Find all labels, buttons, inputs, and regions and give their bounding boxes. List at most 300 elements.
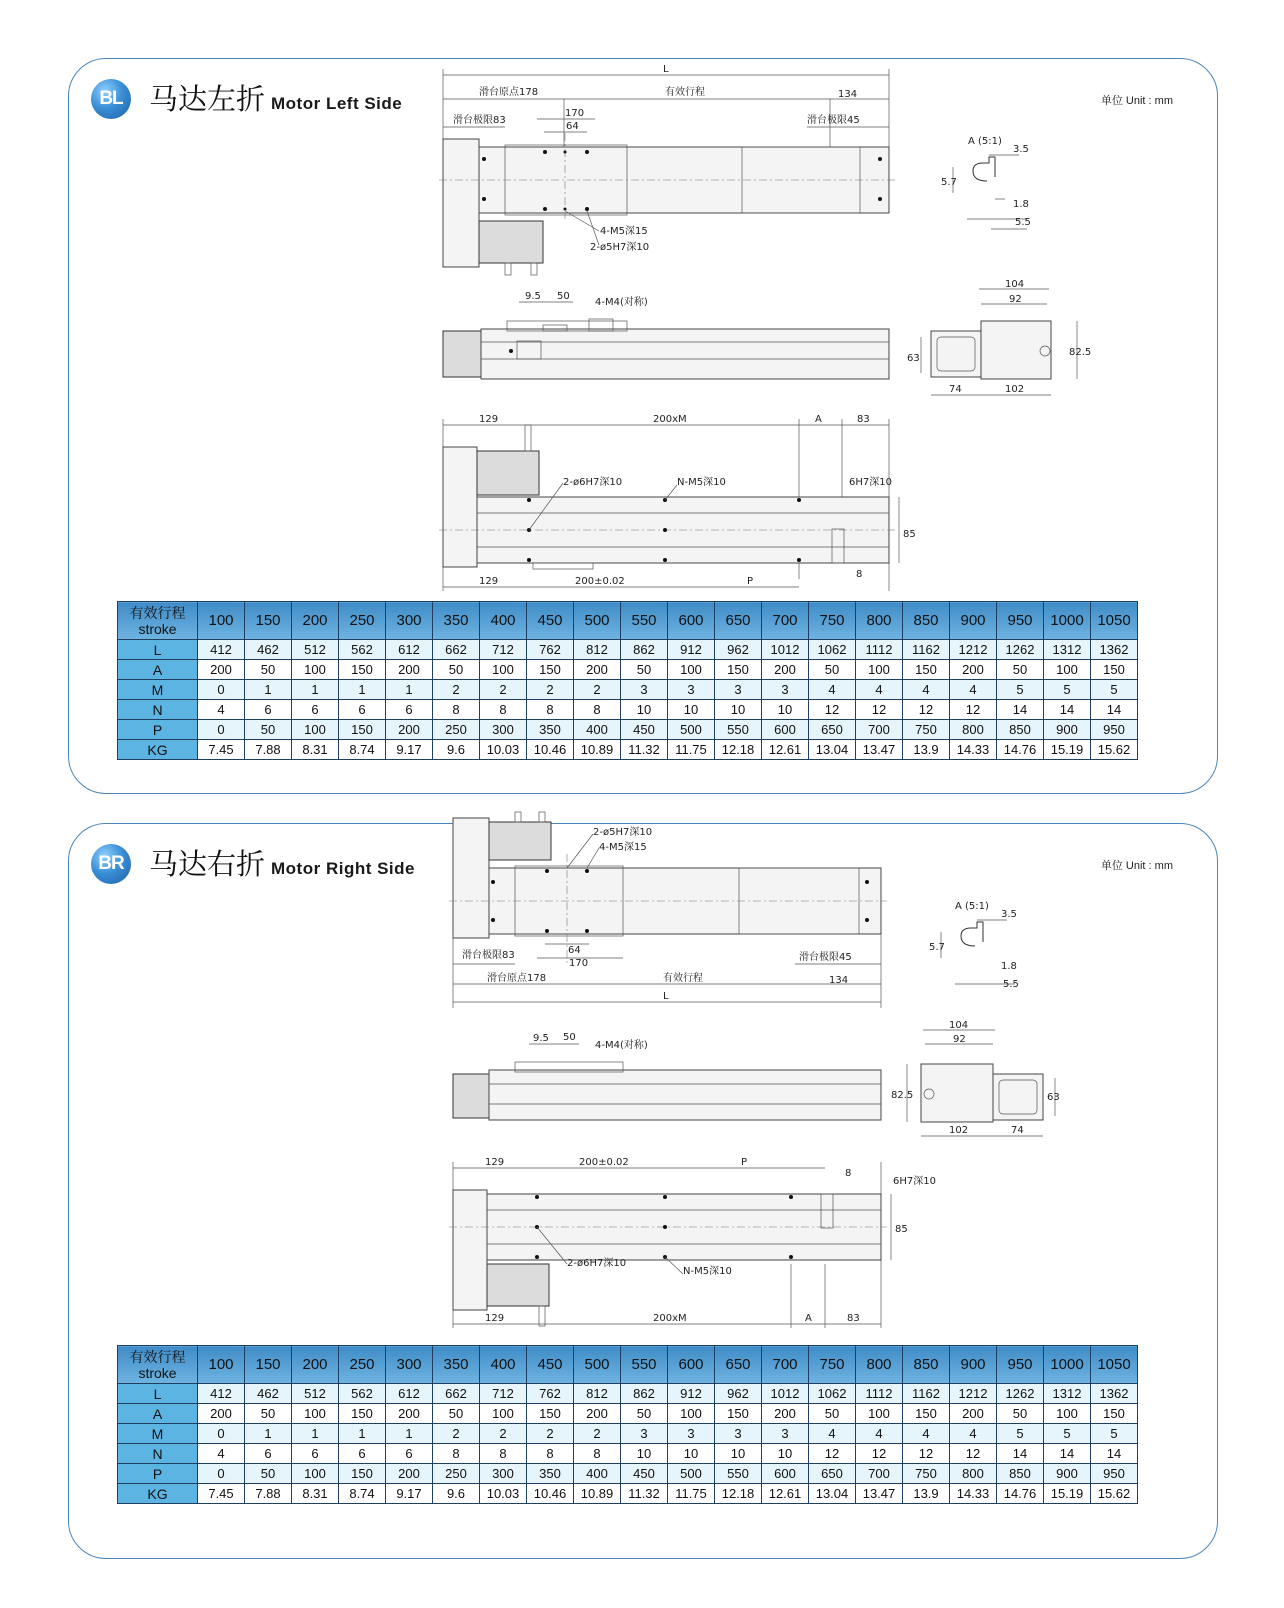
- stroke-value-cell: 600: [668, 1346, 715, 1384]
- row-label: M: [118, 680, 198, 700]
- table-cell: 13.04: [809, 1484, 856, 1504]
- stroke-value-cell: 900: [950, 1346, 997, 1384]
- dim-effective-stroke: 有效行程: [665, 87, 705, 98]
- bottom-view: [439, 414, 916, 591]
- table-cell: 50: [245, 660, 292, 680]
- table-cell: 450: [621, 720, 668, 740]
- stroke-value-cell: 1050: [1091, 602, 1138, 640]
- spec-row-l: [118, 640, 1138, 660]
- table-cell: 13.04: [809, 740, 856, 760]
- callout-nm5: N-M5深10: [683, 1266, 732, 1277]
- table-cell: 12: [903, 1444, 950, 1464]
- table-cell: 9.6: [433, 740, 480, 760]
- end-view: [907, 279, 1091, 395]
- dim-129: 129: [485, 1157, 505, 1168]
- table-cell: 14.33: [950, 740, 997, 760]
- spec-table-body: [118, 602, 1138, 760]
- table-cell: 8: [433, 700, 480, 720]
- table-cell: 4: [809, 680, 856, 700]
- table-cell: 712: [480, 1384, 527, 1404]
- table-cell: 100: [668, 1404, 715, 1424]
- table-cell: 15.62: [1091, 740, 1138, 760]
- dim-170: 170: [565, 108, 585, 119]
- row-label: N: [118, 1444, 198, 1464]
- section-badge: BL: [91, 79, 131, 119]
- table-cell: 3: [621, 1424, 668, 1444]
- table-cell: 8: [574, 700, 621, 720]
- table-cell: 0: [198, 1464, 245, 1484]
- table-cell: 50: [245, 720, 292, 740]
- dim-74: 74: [1011, 1125, 1024, 1136]
- table-cell: 12.18: [715, 740, 762, 760]
- table-cell: 50: [621, 1404, 668, 1424]
- dim-63: 63: [1047, 1092, 1060, 1103]
- table-cell: 14: [1044, 1444, 1091, 1464]
- table-cell: 1012: [762, 640, 809, 660]
- callout-pin5: 2-ø5H7深10: [593, 827, 653, 838]
- table-cell: 8.74: [339, 740, 386, 760]
- dim-92: 92: [1009, 294, 1022, 305]
- stroke-value-cell: 400: [480, 602, 527, 640]
- table-cell: 612: [386, 640, 433, 660]
- spec-row-n: [118, 1444, 1138, 1464]
- table-cell: 962: [715, 1384, 762, 1404]
- table-cell: 150: [1091, 660, 1138, 680]
- table-cell: 11.75: [668, 1484, 715, 1504]
- table-cell: 2: [480, 1424, 527, 1444]
- callout-m4: 4-M4(对称): [595, 1040, 648, 1051]
- table-cell: 10: [668, 1444, 715, 1464]
- table-cell: 14: [1091, 700, 1138, 720]
- row-label: P: [118, 1464, 198, 1484]
- spec-row-kg: [118, 1484, 1138, 1504]
- side-view: [443, 291, 889, 379]
- stroke-value-cell: 450: [527, 602, 574, 640]
- dim-8: 8: [845, 1168, 852, 1179]
- row-label: M: [118, 1424, 198, 1444]
- table-cell: 1212: [950, 640, 997, 660]
- table-cell: 5: [1044, 1424, 1091, 1444]
- table-cell: 50: [245, 1464, 292, 1484]
- table-cell: 500: [668, 720, 715, 740]
- dim-129: 129: [479, 414, 499, 425]
- table-cell: 200: [386, 720, 433, 740]
- table-cell: 7.45: [198, 740, 245, 760]
- table-cell: 1312: [1044, 1384, 1091, 1404]
- row-label: A: [118, 1404, 198, 1424]
- table-cell: 6: [339, 700, 386, 720]
- dim-slide-limit-45: 滑台极限45: [807, 115, 860, 126]
- table-cell: 3: [621, 680, 668, 700]
- stroke-value-cell: 300: [386, 602, 433, 640]
- table-cell: 150: [339, 1464, 386, 1484]
- table-cell: 8: [480, 1444, 527, 1464]
- dim-102: 102: [1005, 384, 1025, 395]
- dim-5.5: 5.5: [1015, 217, 1031, 228]
- table-cell: 150: [903, 660, 950, 680]
- table-cell: 600: [762, 720, 809, 740]
- table-cell: 10.46: [527, 740, 574, 760]
- dim-74: 74: [949, 384, 962, 395]
- stroke-value-cell: 800: [856, 602, 903, 640]
- table-cell: 3: [762, 1424, 809, 1444]
- table-cell: 12: [950, 1444, 997, 1464]
- table-cell: 150: [715, 1404, 762, 1424]
- table-cell: 200: [574, 1404, 621, 1424]
- table-cell: 10: [668, 700, 715, 720]
- dim-63: 63: [907, 353, 920, 364]
- table-cell: 50: [621, 660, 668, 680]
- table-cell: 750: [903, 720, 950, 740]
- table-cell: 7.45: [198, 1484, 245, 1504]
- stroke-value-cell: 300: [386, 1346, 433, 1384]
- table-cell: 1112: [856, 1384, 903, 1404]
- detail-a: [941, 136, 1031, 229]
- table-cell: 10: [762, 700, 809, 720]
- table-cell: 14.76: [997, 740, 1044, 760]
- table-cell: 0: [198, 1424, 245, 1444]
- table-cell: 400: [574, 1464, 621, 1484]
- table-cell: 462: [245, 640, 292, 660]
- table-cell: 8: [433, 1444, 480, 1464]
- table-cell: 9.17: [386, 740, 433, 760]
- table-cell: 1: [386, 680, 433, 700]
- dim-1.8: 1.8: [1001, 961, 1017, 972]
- table-cell: 850: [997, 720, 1044, 740]
- table-cell: 12: [809, 1444, 856, 1464]
- table-cell: 100: [668, 660, 715, 680]
- table-cell: 1: [245, 680, 292, 700]
- dim-170: 170: [569, 958, 589, 969]
- stroke-value-cell: 1050: [1091, 1346, 1138, 1384]
- table-cell: 8: [527, 700, 574, 720]
- table-cell: 862: [621, 1384, 668, 1404]
- dim-slide-limit-83: 滑台极限83: [453, 115, 506, 126]
- dim-82.5: 82.5: [891, 1090, 914, 1101]
- spec-row-a: [118, 1404, 1138, 1424]
- table-cell: 1162: [903, 1384, 950, 1404]
- title-english: Motor Left Side: [271, 94, 403, 113]
- table-cell: 10.03: [480, 1484, 527, 1504]
- table-cell: 12.61: [762, 1484, 809, 1504]
- table-cell: 150: [1091, 1404, 1138, 1424]
- table-cell: 750: [903, 1464, 950, 1484]
- table-cell: 2: [433, 680, 480, 700]
- table-cell: 12: [903, 700, 950, 720]
- table-cell: 2: [527, 680, 574, 700]
- table-cell: 3: [715, 680, 762, 700]
- table-cell: 6: [292, 700, 339, 720]
- title-english: Motor Right Side: [271, 859, 415, 878]
- stroke-header-en: stroke: [138, 1364, 177, 1381]
- row-label: L: [118, 1384, 198, 1404]
- table-cell: 1212: [950, 1384, 997, 1404]
- dim-slide-limit-83: 滑台极限83: [462, 950, 515, 961]
- dim-92: 92: [953, 1034, 966, 1045]
- callout-h6: 6H7深10: [893, 1176, 936, 1187]
- table-cell: 100: [480, 1404, 527, 1424]
- stroke-header-en: stroke: [138, 620, 177, 637]
- table-cell: 550: [715, 1464, 762, 1484]
- table-cell: 1162: [903, 640, 950, 660]
- table-cell: 4: [856, 1424, 903, 1444]
- table-cell: 1: [339, 680, 386, 700]
- dim-85: 85: [903, 529, 916, 540]
- table-cell: 200: [950, 660, 997, 680]
- table-cell: 600: [762, 1464, 809, 1484]
- table-cell: 662: [433, 1384, 480, 1404]
- table-cell: 150: [527, 660, 574, 680]
- dim-L: L: [663, 991, 669, 1002]
- spec-table: [117, 601, 1138, 760]
- dim-129-bottom: 129: [485, 1313, 505, 1324]
- dim-50: 50: [557, 291, 570, 302]
- table-cell: 1: [339, 1424, 386, 1444]
- spec-row-l: [118, 1384, 1138, 1404]
- table-cell: 300: [480, 1464, 527, 1484]
- table-cell: 550: [715, 720, 762, 740]
- table-cell: 5: [1091, 1424, 1138, 1444]
- table-cell: 0: [198, 680, 245, 700]
- table-cell: 50: [809, 660, 856, 680]
- table-cell: 4: [809, 1424, 856, 1444]
- table-cell: 2: [574, 1424, 621, 1444]
- table-cell: 200: [386, 1464, 433, 1484]
- table-cell: 2: [433, 1424, 480, 1444]
- table-cell: 14.76: [997, 1484, 1044, 1504]
- spec-row-p: [118, 1464, 1138, 1484]
- table-cell: 100: [1044, 660, 1091, 680]
- table-cell: 50: [433, 660, 480, 680]
- table-cell: 250: [433, 1464, 480, 1484]
- table-cell: 12: [856, 1444, 903, 1464]
- table-cell: 15.19: [1044, 1484, 1091, 1504]
- table-cell: 12.18: [715, 1484, 762, 1504]
- stroke-value-cell: 150: [245, 602, 292, 640]
- table-cell: 950: [1091, 720, 1138, 740]
- technical-drawing-br: [69, 824, 1219, 1344]
- table-cell: 662: [433, 640, 480, 660]
- table-cell: 450: [621, 1464, 668, 1484]
- stroke-value-cell: 850: [903, 1346, 950, 1384]
- stroke-value-cell: 500: [574, 602, 621, 640]
- stroke-value-cell: 700: [762, 1346, 809, 1384]
- table-cell: 15.62: [1091, 1484, 1138, 1504]
- table-cell: 14: [1044, 700, 1091, 720]
- table-cell: 100: [292, 720, 339, 740]
- dim-P: P: [747, 576, 754, 587]
- stroke-value-cell: 250: [339, 1346, 386, 1384]
- dim-P: P: [741, 1157, 748, 1168]
- table-cell: 200: [762, 660, 809, 680]
- dim-102: 102: [949, 1125, 969, 1136]
- spec-row-kg: [118, 740, 1138, 760]
- table-cell: 4: [856, 680, 903, 700]
- table-cell: 13.47: [856, 1484, 903, 1504]
- table-cell: 10: [621, 700, 668, 720]
- stroke-value-cell: 850: [903, 602, 950, 640]
- unit-label: 单位 Unit : mm: [1100, 95, 1173, 107]
- table-cell: 800: [950, 720, 997, 740]
- table-cell: 50: [997, 1404, 1044, 1424]
- table-cell: 10: [621, 1444, 668, 1464]
- dim-200-tol: 200±0.02: [579, 1157, 629, 1168]
- dim-200xM: 200xM: [653, 1313, 687, 1324]
- table-cell: 500: [668, 1464, 715, 1484]
- stroke-value-cell: 1000: [1044, 602, 1091, 640]
- row-label: N: [118, 700, 198, 720]
- table-cell: 150: [527, 1404, 574, 1424]
- stroke-value-cell: 500: [574, 1346, 621, 1384]
- table-cell: 400: [574, 720, 621, 740]
- table-cell: 200: [762, 1404, 809, 1424]
- table-cell: 150: [715, 660, 762, 680]
- dim-9.5: 9.5: [525, 291, 541, 302]
- stroke-value-cell: 900: [950, 602, 997, 640]
- stroke-value-cell: 650: [715, 602, 762, 640]
- table-cell: 10.89: [574, 1484, 621, 1504]
- dim-1.8: 1.8: [1013, 199, 1029, 210]
- table-cell: 10.89: [574, 740, 621, 760]
- row-label: L: [118, 640, 198, 660]
- dim-64: 64: [566, 121, 579, 132]
- dim-A: A: [815, 414, 822, 425]
- callout-pin6: 2-ø6H7深10: [567, 1258, 627, 1269]
- spec-table: [117, 1345, 1138, 1504]
- table-cell: 3: [762, 680, 809, 700]
- table-cell: 1: [386, 1424, 433, 1444]
- table-cell: 14.33: [950, 1484, 997, 1504]
- table-cell: 0: [198, 720, 245, 740]
- table-cell: 100: [856, 660, 903, 680]
- table-cell: 762: [527, 640, 574, 660]
- table-cell: 14: [997, 1444, 1044, 1464]
- dim-83: 83: [847, 1313, 860, 1324]
- table-cell: 12: [856, 700, 903, 720]
- stroke-value-cell: 350: [433, 1346, 480, 1384]
- table-cell: 650: [809, 1464, 856, 1484]
- unit-label: 单位 Unit : mm: [1100, 860, 1173, 872]
- stroke-value-cell: 400: [480, 1346, 527, 1384]
- spec-row-a: [118, 660, 1138, 680]
- spec-row-n: [118, 700, 1138, 720]
- top-view: [449, 812, 887, 1008]
- spec-table-body: [118, 1346, 1138, 1504]
- dim-104: 104: [949, 1020, 969, 1031]
- table-cell: 10: [762, 1444, 809, 1464]
- table-cell: 800: [950, 1464, 997, 1484]
- stroke-value-cell: 600: [668, 602, 715, 640]
- table-cell: 6: [339, 1444, 386, 1464]
- table-cell: 512: [292, 640, 339, 660]
- table-cell: 100: [292, 1464, 339, 1484]
- table-cell: 812: [574, 1384, 621, 1404]
- dim-83: 83: [857, 414, 870, 425]
- table-cell: 462: [245, 1384, 292, 1404]
- table-cell: 1262: [997, 1384, 1044, 1404]
- stroke-value-cell: 750: [809, 1346, 856, 1384]
- stroke-value-cell: 950: [997, 1346, 1044, 1384]
- spec-row-p: [118, 720, 1138, 740]
- table-cell: 100: [292, 660, 339, 680]
- callout-m5: 4-M5深15: [600, 226, 648, 237]
- table-cell: 4: [903, 1424, 950, 1444]
- table-cell: 650: [809, 720, 856, 740]
- table-cell: 100: [856, 1404, 903, 1424]
- dim-8: 8: [856, 569, 863, 580]
- table-cell: 5: [1044, 680, 1091, 700]
- table-cell: 11.32: [621, 1484, 668, 1504]
- table-cell: 512: [292, 1384, 339, 1404]
- table-cell: 10: [715, 1444, 762, 1464]
- table-cell: 4: [903, 680, 950, 700]
- callout-nm5: N-M5深10: [677, 477, 726, 488]
- table-cell: 7.88: [245, 1484, 292, 1504]
- dim-A: A: [805, 1313, 812, 1324]
- dim-slide-origin: 滑台原点178: [487, 973, 547, 984]
- stroke-value-cell: 100: [198, 602, 245, 640]
- dim-64: 64: [568, 945, 581, 956]
- table-cell: 562: [339, 640, 386, 660]
- table-cell: 13.9: [903, 1484, 950, 1504]
- table-cell: 9.6: [433, 1484, 480, 1504]
- table-cell: 1012: [762, 1384, 809, 1404]
- stroke-value-cell: 750: [809, 602, 856, 640]
- table-cell: 3: [715, 1424, 762, 1444]
- table-cell: 8.74: [339, 1484, 386, 1504]
- table-cell: 1262: [997, 640, 1044, 660]
- table-cell: 15.19: [1044, 740, 1091, 760]
- section-motor-left: [68, 58, 1218, 794]
- table-cell: 6: [245, 700, 292, 720]
- table-cell: 1: [292, 680, 339, 700]
- table-cell: 350: [527, 1464, 574, 1484]
- table-cell: 14: [1091, 1444, 1138, 1464]
- section-motor-right: [68, 823, 1218, 1559]
- table-cell: 150: [903, 1404, 950, 1424]
- table-cell: 6: [245, 1444, 292, 1464]
- stroke-header-cn: 有效行程: [129, 1348, 186, 1365]
- table-cell: 100: [480, 660, 527, 680]
- table-cell: 200: [386, 1404, 433, 1424]
- stroke-value-cell: 1000: [1044, 1346, 1091, 1384]
- table-cell: 200: [198, 660, 245, 680]
- table-cell: 8: [574, 1444, 621, 1464]
- dim-L: L: [663, 64, 669, 75]
- table-cell: 962: [715, 640, 762, 660]
- table-cell: 900: [1044, 720, 1091, 740]
- spec-row-m: [118, 680, 1138, 700]
- dim-134: 134: [829, 975, 849, 986]
- stroke-value-cell: 550: [621, 602, 668, 640]
- row-label: A: [118, 660, 198, 680]
- table-cell: 14: [997, 700, 1044, 720]
- stroke-header-cn: 有效行程: [129, 604, 186, 621]
- dim-5.5: 5.5: [1003, 979, 1019, 990]
- table-cell: 12.61: [762, 740, 809, 760]
- table-cell: 812: [574, 640, 621, 660]
- table-cell: 9.17: [386, 1484, 433, 1504]
- detail-a: [929, 901, 1019, 990]
- table-cell: 700: [856, 720, 903, 740]
- callout-m5: 4-M5深15: [599, 842, 647, 853]
- end-view: [891, 1020, 1060, 1136]
- table-cell: 562: [339, 1384, 386, 1404]
- table-cell: 5: [1091, 680, 1138, 700]
- table-cell: 50: [245, 1404, 292, 1424]
- table-cell: 900: [1044, 1464, 1091, 1484]
- table-cell: 1312: [1044, 640, 1091, 660]
